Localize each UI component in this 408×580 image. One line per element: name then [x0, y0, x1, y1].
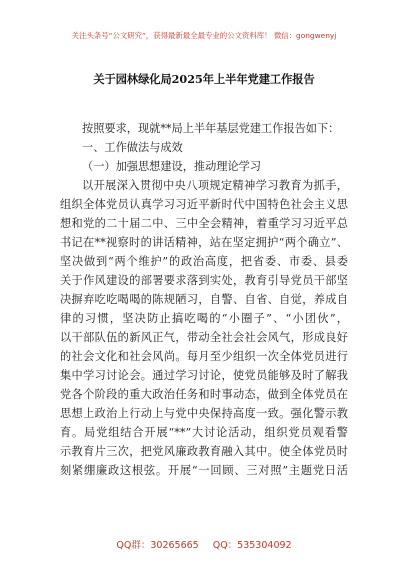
body-line: 想和党的二十届二中、三中全会精神，着重学习习近平总 [60, 217, 348, 230]
document-title: 关于园林绿化局2025年上半年党建工作报告 [93, 72, 315, 86]
contact-footer [0, 537, 408, 551]
body-line: 关于作风建设的部署要求落到实处，教育引导党员干部坚 [60, 274, 348, 287]
body-line: 思想上政治上行动上与党中央保持高度一致。强化警示教 [60, 407, 348, 420]
subsection-heading: （一）加强思想建设，推动理论学习 [82, 160, 262, 173]
body-line: 示教育片三次，把党风廉政教育融入其中。使全体党员时 [60, 445, 348, 458]
qq-group-number: QQ群：30265665 [116, 540, 199, 551]
body-line: 党各个阶段的重大政治任务和时事动态，做到全体党员在 [60, 388, 348, 401]
body-line: 决摒弃吃吃喝喝的陈规陋习，自警、自省、自觉，养成自 [60, 293, 348, 306]
qq-number: QQ：535304092 [212, 540, 292, 551]
body-line: 律的习惯，坚决防止搞吃喝的“小圈子”、“小团伙”， [60, 312, 348, 325]
body-line: 坚决做到“两个维护”的政治高度，把省委、市委、县委 [60, 255, 348, 268]
body-line: 书记在**视察时的讲话精神，站在坚定拥护“两个确立”、 [60, 236, 348, 249]
body-line: 以干部队伍的新风正气，带动全社会社会风气，形成良好 [60, 331, 348, 344]
body-line: 育。局党组结合开展“**”大讨论活动，组织党员观看警 [60, 426, 348, 439]
promo-banner: 关注头条号“公文研究”，获得最新最全最专业的公文资料库！ 微信：gongwenyj [71, 31, 337, 40]
body-line: 以开展深入贯彻中央八项规定精神学习教育为抓手， [82, 179, 348, 192]
body-line: 的社会文化和社会风尚。每月至少组织一次全体党员进行 [60, 350, 348, 363]
body-line: 刻紧绷廉政这根弦。开展“一回顾、三对照”主题党日活 [60, 464, 348, 477]
section-heading: 一、工作做法与成效 [82, 141, 183, 154]
body-line: 集中学习讨论会。通过学习讨论，使党员能够及时了解我 [60, 369, 348, 382]
body-line: 组织全体党员认真学习习近平新时代中国特色社会主义思 [60, 198, 348, 211]
body-line: 按照要求，现就**局上半年基层党建工作报告如下： [82, 122, 340, 135]
